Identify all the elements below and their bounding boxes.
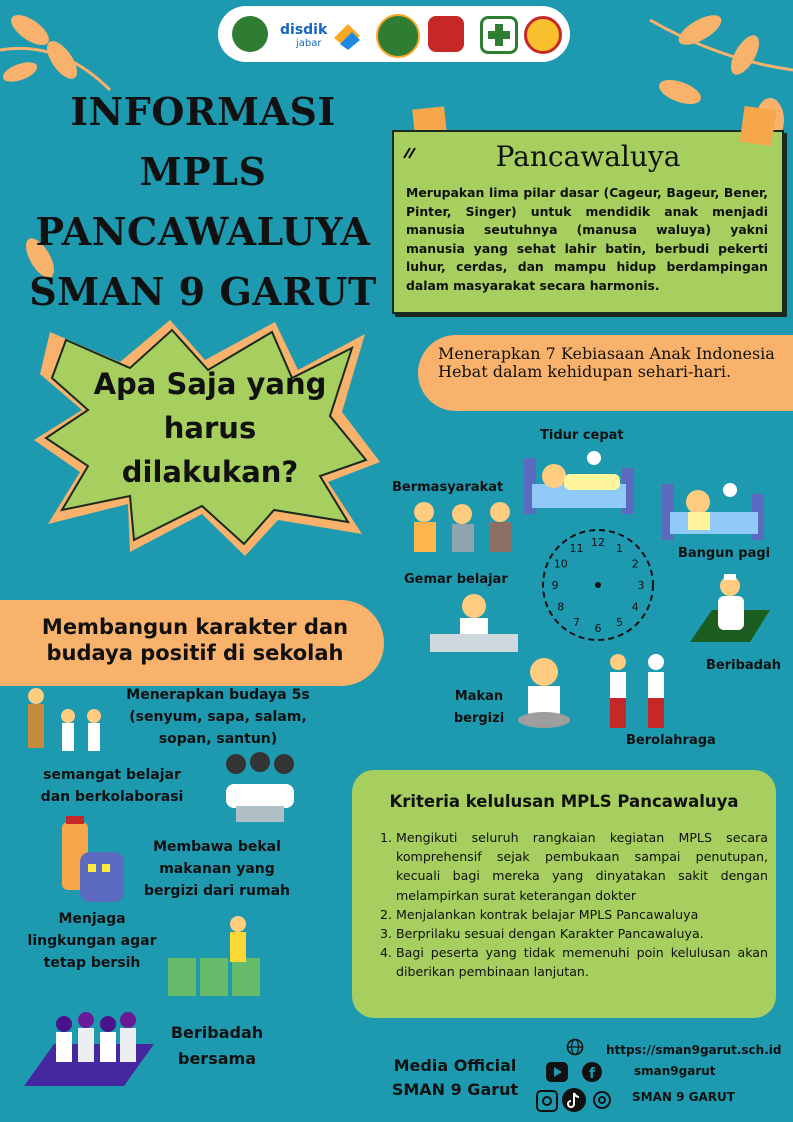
habit-bermasyarakat: Bermasyarakat bbox=[392, 480, 504, 495]
leaf-icon bbox=[656, 75, 704, 109]
lingkungan-line: tetap bersih bbox=[43, 955, 141, 971]
eating-child-icon bbox=[514, 652, 576, 734]
clock-number: 9 bbox=[551, 579, 559, 592]
greeting-students-icon bbox=[22, 686, 110, 756]
clock-number: 6 bbox=[594, 622, 602, 635]
clock-number: 12 bbox=[591, 536, 605, 549]
lingkungan-line: lingkungan agar bbox=[27, 933, 157, 949]
instagram-icon[interactable] bbox=[536, 1090, 558, 1112]
marker-icon bbox=[402, 146, 416, 160]
school-logo-icon bbox=[524, 16, 562, 54]
collaborating-students-icon bbox=[216, 750, 304, 826]
criteria-item: 4. Bagi peserta yang tidak memenuhi poin kelulusan akan diberikan pembinaan lanjutan. bbox=[396, 943, 768, 981]
media-official bbox=[380, 1054, 530, 1102]
lingkungan-line: Menjaga bbox=[58, 911, 126, 927]
title-line: PANCAWALUYA bbox=[35, 209, 371, 254]
budaya-5s-text bbox=[118, 684, 318, 750]
clock-number: 7 bbox=[573, 616, 580, 630]
waking-child-icon bbox=[658, 476, 768, 544]
page-title bbox=[0, 82, 406, 322]
budaya-5s-line: sopan, santun) bbox=[158, 731, 278, 747]
character-banner-text bbox=[10, 614, 380, 666]
youtube-channel[interactable]: SMAN 9 GARUT bbox=[632, 1090, 735, 1104]
clock-icon bbox=[540, 525, 660, 655]
polres-logo-icon bbox=[428, 16, 464, 52]
habit-bangun-pagi: Bangun pagi bbox=[678, 546, 771, 561]
siliwangi-logo-icon bbox=[376, 14, 420, 58]
character-banner-line: budaya positif di sekolah bbox=[46, 641, 344, 665]
threads-icon[interactable] bbox=[592, 1090, 612, 1110]
recycle-bins-icon bbox=[160, 912, 268, 998]
jabar-label: jabar bbox=[296, 38, 322, 49]
criteria-title: Kriteria kelulusan MPLS Pancawaluya bbox=[389, 792, 739, 811]
character-banner-line: Membangun karakter dan bbox=[41, 615, 349, 639]
health-logo-icon bbox=[480, 16, 518, 54]
lunchbox-icon bbox=[58, 812, 126, 908]
clock-number: 3 bbox=[637, 579, 645, 592]
sleeping-child-icon bbox=[520, 448, 638, 518]
clock-number: 8 bbox=[557, 600, 565, 614]
character-banner bbox=[0, 600, 384, 686]
clock-number: 1 bbox=[616, 541, 623, 555]
community-group-icon bbox=[404, 496, 528, 556]
facebook-icon[interactable] bbox=[582, 1062, 602, 1082]
habit-berolahraga: Berolahraga bbox=[626, 733, 716, 748]
habit-makan-bergizi bbox=[444, 686, 514, 730]
praying-child-icon bbox=[682, 570, 772, 650]
leaf-icon bbox=[6, 9, 54, 51]
semangat-line: dan berkolaborasi bbox=[40, 789, 184, 805]
clock-number: 10 bbox=[553, 557, 568, 571]
semangat-text bbox=[32, 764, 192, 808]
youtube-icon[interactable] bbox=[546, 1062, 568, 1082]
criteria-box bbox=[352, 770, 776, 1018]
habit-gemar-belajar: Gemar belajar bbox=[404, 572, 508, 587]
title-line: MPLS bbox=[139, 149, 267, 194]
lingkungan-text bbox=[22, 908, 162, 974]
sticky-note-icon bbox=[740, 106, 777, 146]
clock-number: 4 bbox=[631, 600, 639, 614]
svg-text:f: f bbox=[589, 1066, 596, 1082]
leaf-icon bbox=[41, 36, 83, 84]
tiktok-icon[interactable] bbox=[562, 1088, 586, 1112]
habit-beribadah: Beribadah bbox=[706, 658, 782, 673]
clock-number: 11 bbox=[569, 541, 584, 555]
criteria-list bbox=[382, 828, 768, 982]
pancawaluya-heading: Pancawaluya bbox=[495, 140, 681, 173]
burst-line: dilakukan? bbox=[121, 455, 299, 489]
clock-number: 2 bbox=[631, 557, 639, 571]
title-line: SMAN 9 GARUT bbox=[29, 269, 377, 314]
habit-tidur-cepat: Tidur cepat bbox=[540, 428, 624, 443]
studying-child-icon bbox=[430, 590, 518, 656]
social-handle[interactable]: sman9garut bbox=[634, 1064, 716, 1078]
pancawaluya-box bbox=[392, 130, 784, 314]
budaya-5s-line: Menerapkan budaya 5s bbox=[126, 687, 310, 703]
bekal-text bbox=[142, 836, 292, 902]
ibadah-line: bersama bbox=[178, 1049, 256, 1068]
globe-icon[interactable] bbox=[566, 1038, 584, 1056]
habits-banner-text: Menerapkan 7 Kebiasaan Anak Indonesia Hebat dalam kehidupan sehari-hari. bbox=[438, 344, 775, 381]
pancawaluya-description: Merupakan lima pilar dasar (Cageur, Bageur, Bener, Pinter, Singer) untuk mendidik anak menjadi manusia seutuhnya (manusa waluya) yakni manusia yang sehat lahir batin, berbudi pekerti luhur, cerdas, dan mampu hidup berdampingan dalam masyarakat secara harmonis. bbox=[406, 185, 768, 293]
website-link[interactable]: https://sman9garut.sch.id bbox=[606, 1043, 782, 1057]
burst-question bbox=[60, 362, 360, 494]
criteria-item: 1. Mengikuti seluruh rangkaian kegiatan MPLS secara komprehensif sejak pembukaan sampai penutupan, kecuali bagi mereka yang dinyatakan sakit dengan melampirkan surat keterangan dokter bbox=[396, 828, 768, 905]
habits-banner bbox=[418, 335, 793, 411]
media-line: Media Official bbox=[393, 1056, 517, 1075]
ibadah-bersama-text bbox=[158, 1020, 276, 1072]
praying-group-icon bbox=[24, 998, 154, 1090]
logo-bar bbox=[218, 6, 570, 62]
habit-makan-text: Makan bergizi bbox=[453, 689, 505, 726]
semangat-line: semangat belajar bbox=[43, 767, 181, 783]
title-line: INFORMASI bbox=[70, 89, 336, 134]
exercising-children-icon bbox=[598, 650, 678, 730]
budaya-5s-line: (senyum, sapa, salam, bbox=[129, 709, 307, 725]
bekal-line: bergizi dari rumah bbox=[144, 883, 290, 899]
jawa-barat-logo-icon bbox=[232, 16, 268, 52]
criteria-item: 2. Menjalankan kontrak belajar MPLS Pancawaluya bbox=[396, 905, 768, 924]
disdik-logo-icon bbox=[330, 16, 364, 50]
clock-number: 5 bbox=[616, 616, 623, 630]
bekal-line: makanan yang bbox=[159, 861, 275, 877]
branch-icon bbox=[650, 20, 793, 70]
disdik-label: disdik bbox=[280, 22, 328, 38]
criteria-item: 3. Berprilaku sesuai dengan Karakter Pancawaluya. bbox=[396, 924, 768, 943]
burst-line: Apa Saja yang bbox=[93, 367, 327, 401]
media-line: SMAN 9 Garut bbox=[391, 1080, 519, 1099]
bekal-line: Membawa bekal bbox=[153, 839, 281, 855]
ibadah-line: Beribadah bbox=[170, 1023, 264, 1042]
burst-line: harus bbox=[163, 411, 257, 445]
